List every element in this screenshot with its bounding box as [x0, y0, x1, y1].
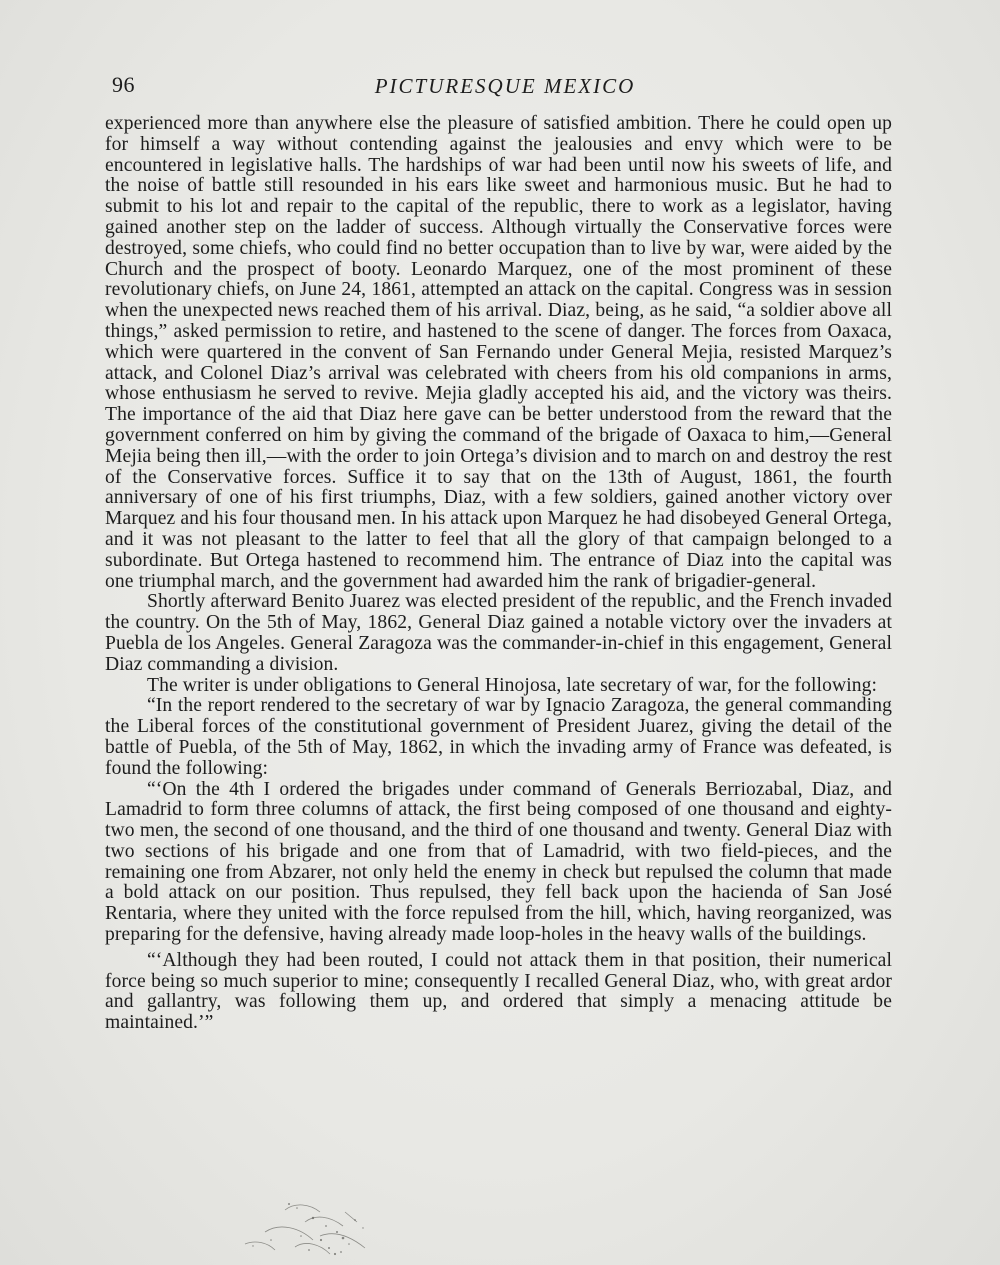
quote-paragraph-2: “‘Although they had been routed, I could not attack them in that position, their numerical force being so much superior to mine; consequently I recalled General Diaz, who, with great ardor and gallantry, was following them up, and ordered that simply a menacing attitude be maintained.’”	[105, 949, 892, 1034]
paragraph-4: “In the report rendered to the secretary of war by Ignacio Zaragoza, the general commanding the Liberal forces of the constitutional government of President Juarez, giving the detail of the battle of Puebla, of the 5th of May, 1862, in which the invading army of France was defeated, is found the following:	[105, 695, 892, 779]
paragraph-2: Shortly afterward Benito Juarez was elected president of the republic, and the French invaded the country. On the 5th of May, 1862, General Diaz gained a notable victory over the invaders at Puebla de los Angeles. General Zaragoza was the commander-in-chief in this engagement, General Diaz commanding a division.	[105, 591, 892, 675]
body-text	[105, 114, 892, 1034]
page-header	[110, 70, 900, 110]
quote-paragraph-1: “‘On the 4th I ordered the brigades under command of Generals Berriozabal, Diaz, and Lamadrid to form three columns of attack, the first being composed of one thousand and eighty-two men, the second of one thousand, and the third of one thousand and twenty. General Diaz with two sections of his brigade and one from that of Lamadrid, with two field-pieces, and the remaining one from Abzarer, not only held the enemy in check but repulsed the column that made a bold attack on our position. Thus repulsed, they fell back upon the hacienda of San José Rentaria, where they united with the force repulsed from the hill, which, having reorganized, was preparing for the defensive, having already made loop-holes in the heavy walls of the buildings.	[105, 778, 892, 946]
paragraph-3: The writer is under obligations to General Hinojosa, late secretary of war, for the following:	[147, 674, 878, 696]
paragraph-1: experienced more than anywhere else the pleasure of satisfied ambition. There he could open up for himself a way without contending against the jealousies and envy which were to be encountered in legislative halls. The hardships of war had been until now his sweets of life, and the noise of battle still resounded in his ears like sweet and harmonious music. But he had to submit to his lot and repair to the capital of the republic, there to work as a legislator, having gained another step on the ladder of success. Although virtually the Conservative forces were destroyed, some chiefs, who could find no better occupation than to live by war, were aided by the Church and the prospect of booty. Leonardo Marquez, one of the most prominent of these revolutionary chiefs, on June 24, 1861, attempted an attack on the capital. Congress was in session when the unexpected news reached them of his arrival. Diaz, being, as he said, “a soldier above all things,” asked permission to retire, and hastened to the scene of danger. The forces from Oaxaca, which were quartered in the convent of San Fernando under General Mejia, resisted Marquez’s attack, and Colonel Diaz’s arrival was celebrated with cheers from his old companions in arms, whose enthusiasm he served to revive. Mejia gladly accepted his aid, and the victory was theirs. The importance of the aid that Diaz here gave can be better understood from the reward that the government conferred on him by giving the command of the brigade of Oaxaca to him,—General Mejia being then ill,—with the order to join Ortega’s division and to march on and destroy the rest of the Conservative forces. Suffice it to say that on the 13th of August, 1861, the fourth anniversary of one of his first triumphs, Diaz, with a few soldiers, gained another victory over Marquez and his four thousand men. In his attack upon Marquez he had disobeyed General Ortega, and it was not pleasant to the latter to feel that all the glory of that campaign belonged to a subordinate. But Ortega hastened to recommend him. The entrance of Diaz into the capital was one triumphal march, and the government had awarded him the rank of brigadier-general.	[105, 113, 892, 592]
running-title: PICTURESQUE MEXICO	[374, 74, 636, 98]
decorative-vignette-icon	[225, 1192, 405, 1262]
page-number: 96	[112, 72, 135, 97]
